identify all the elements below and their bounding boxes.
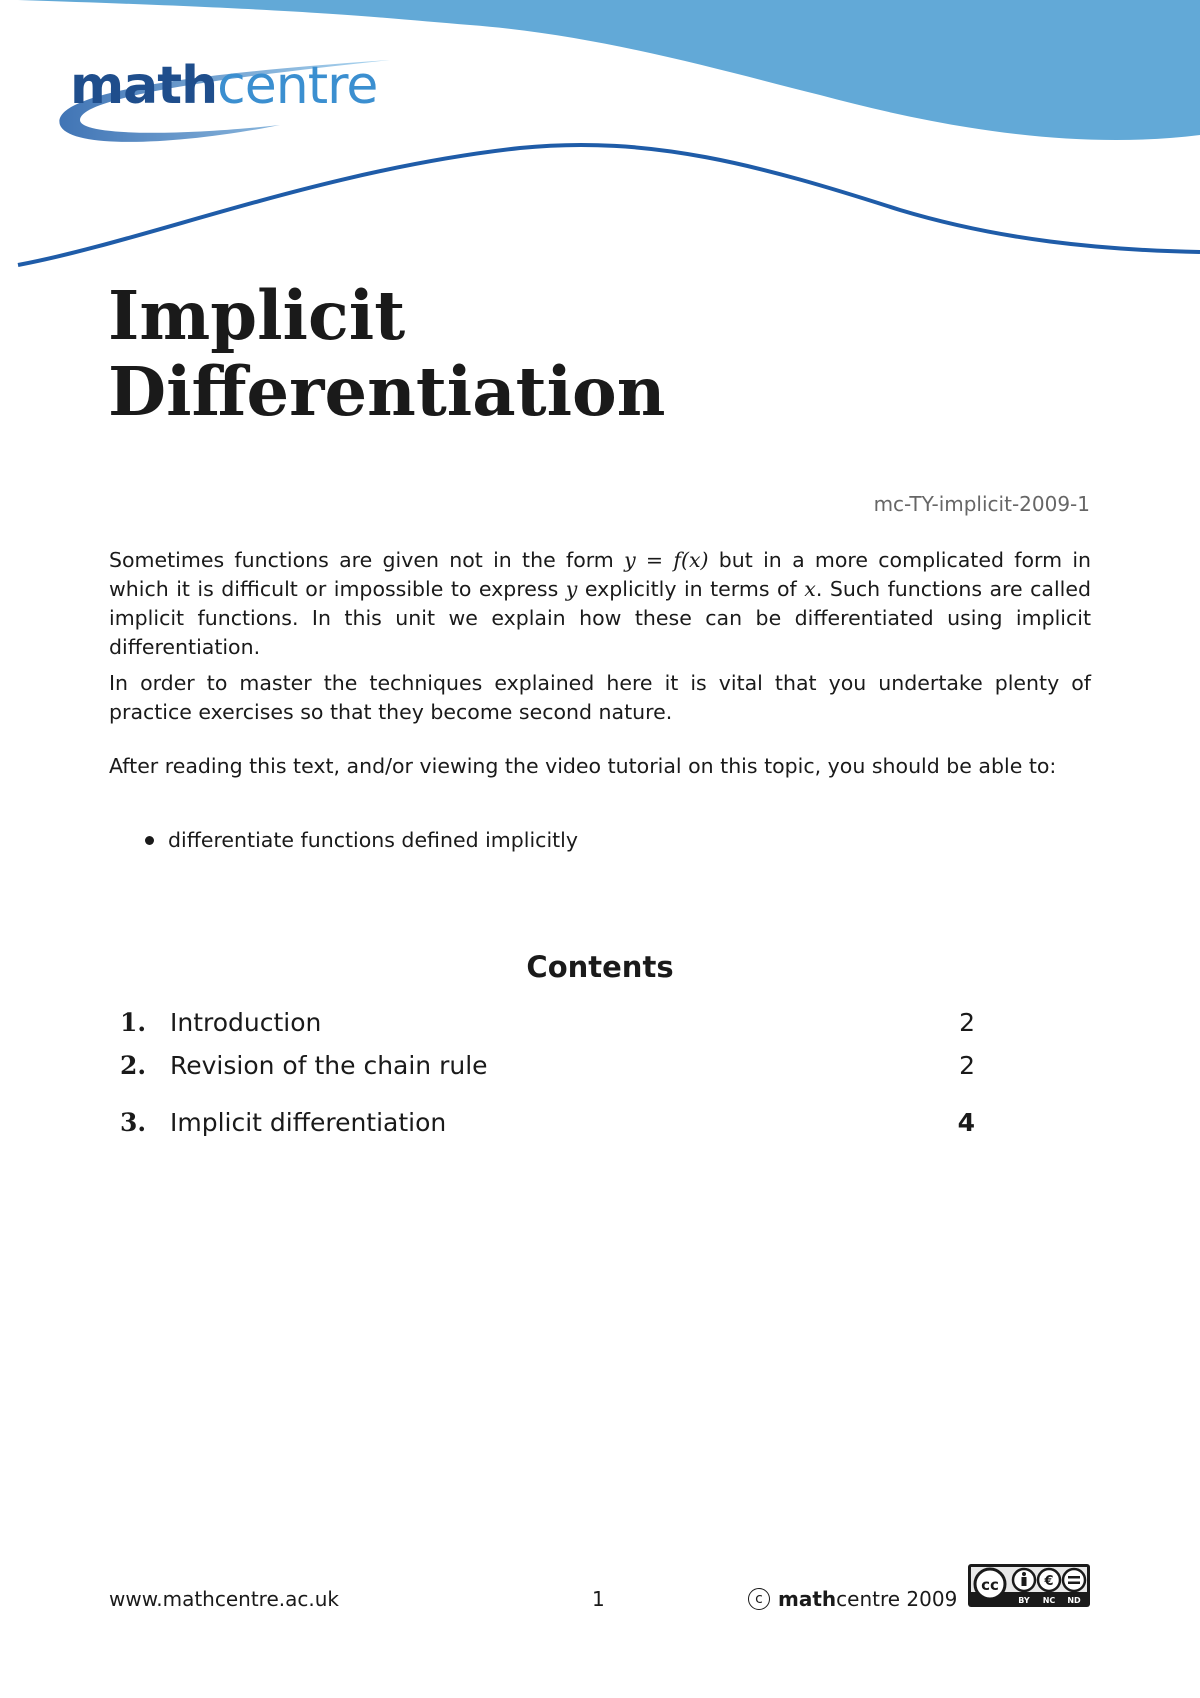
footer-brand-light: centre 2009 bbox=[836, 1587, 958, 1611]
toc-label: Revision of the chain rule bbox=[170, 1051, 488, 1080]
creative-commons-license-icon bbox=[968, 1564, 1090, 1607]
logo bbox=[70, 56, 378, 116]
cc-mark-text: cc bbox=[981, 1576, 999, 1594]
cc-label-nd: ND bbox=[1067, 1596, 1081, 1605]
intro-paragraph-1 bbox=[109, 546, 1091, 662]
intro-text: explicitly in terms of bbox=[577, 577, 805, 601]
intro-paragraph-3: After reading this text, and/or viewing the video tutorial on this topic, you should be able to: bbox=[109, 754, 1057, 778]
intro-text: . Such functions are called implicit functions. In this unit we explain how these can be differentiated using implicit differentiation. bbox=[109, 577, 1091, 659]
toc-page: 2 bbox=[959, 1051, 975, 1080]
objective-list-item bbox=[145, 828, 578, 852]
math-variable: x bbox=[804, 577, 816, 601]
toc-item-introduction[interactable] bbox=[120, 1008, 975, 1037]
logo-bold-text: math bbox=[70, 56, 218, 116]
objective-text: differentiate functions defined implicitly bbox=[168, 828, 578, 852]
toc-page: 4 bbox=[957, 1108, 975, 1137]
svg-text:€: € bbox=[1044, 1574, 1054, 1589]
footer-page-number: 1 bbox=[592, 1587, 605, 1611]
intro-text: but in a more complicated form in which it is difficult or impossible to express bbox=[109, 548, 1092, 601]
toc-number: 2. bbox=[120, 1051, 147, 1080]
contents-heading: Contents bbox=[526, 950, 674, 984]
toc-label: Implicit differentiation bbox=[170, 1108, 447, 1137]
toc-label: Introduction bbox=[170, 1008, 322, 1037]
cc-label-nc: NC bbox=[1042, 1596, 1056, 1605]
intro-paragraph-2: In order to master the techniques explained here it is vital that you undertake plenty of practice exercises so that they become second nature. bbox=[109, 671, 1091, 724]
bullet-icon bbox=[145, 836, 154, 845]
title-line-1: Implicit bbox=[108, 276, 406, 355]
toc-number: 1. bbox=[120, 1008, 147, 1037]
footer-brand-bold: math bbox=[778, 1587, 837, 1611]
header-wave-art bbox=[0, 0, 1200, 290]
page-title bbox=[108, 278, 665, 430]
cc-label-by: BY bbox=[1018, 1596, 1030, 1605]
toc-item-chain-rule[interactable] bbox=[120, 1051, 975, 1080]
title-line-2: Differentiation bbox=[108, 352, 666, 431]
logo-light-text: centre bbox=[217, 56, 378, 116]
intro-text: Sometimes functions are given not in the form bbox=[109, 548, 625, 572]
math-expression: y = f(x) bbox=[624, 548, 709, 572]
copyright-icon: c bbox=[748, 1588, 770, 1610]
math-variable: y bbox=[565, 577, 578, 601]
toc-number: 3. bbox=[120, 1108, 147, 1137]
footer-url[interactable]: www.mathcentre.ac.uk bbox=[109, 1587, 339, 1611]
toc-page: 2 bbox=[959, 1008, 975, 1037]
document-id: mc-TY-implicit-2009-1 bbox=[873, 492, 1090, 516]
footer-copyright bbox=[748, 1587, 957, 1611]
toc-item-implicit-differentiation[interactable] bbox=[120, 1108, 975, 1137]
